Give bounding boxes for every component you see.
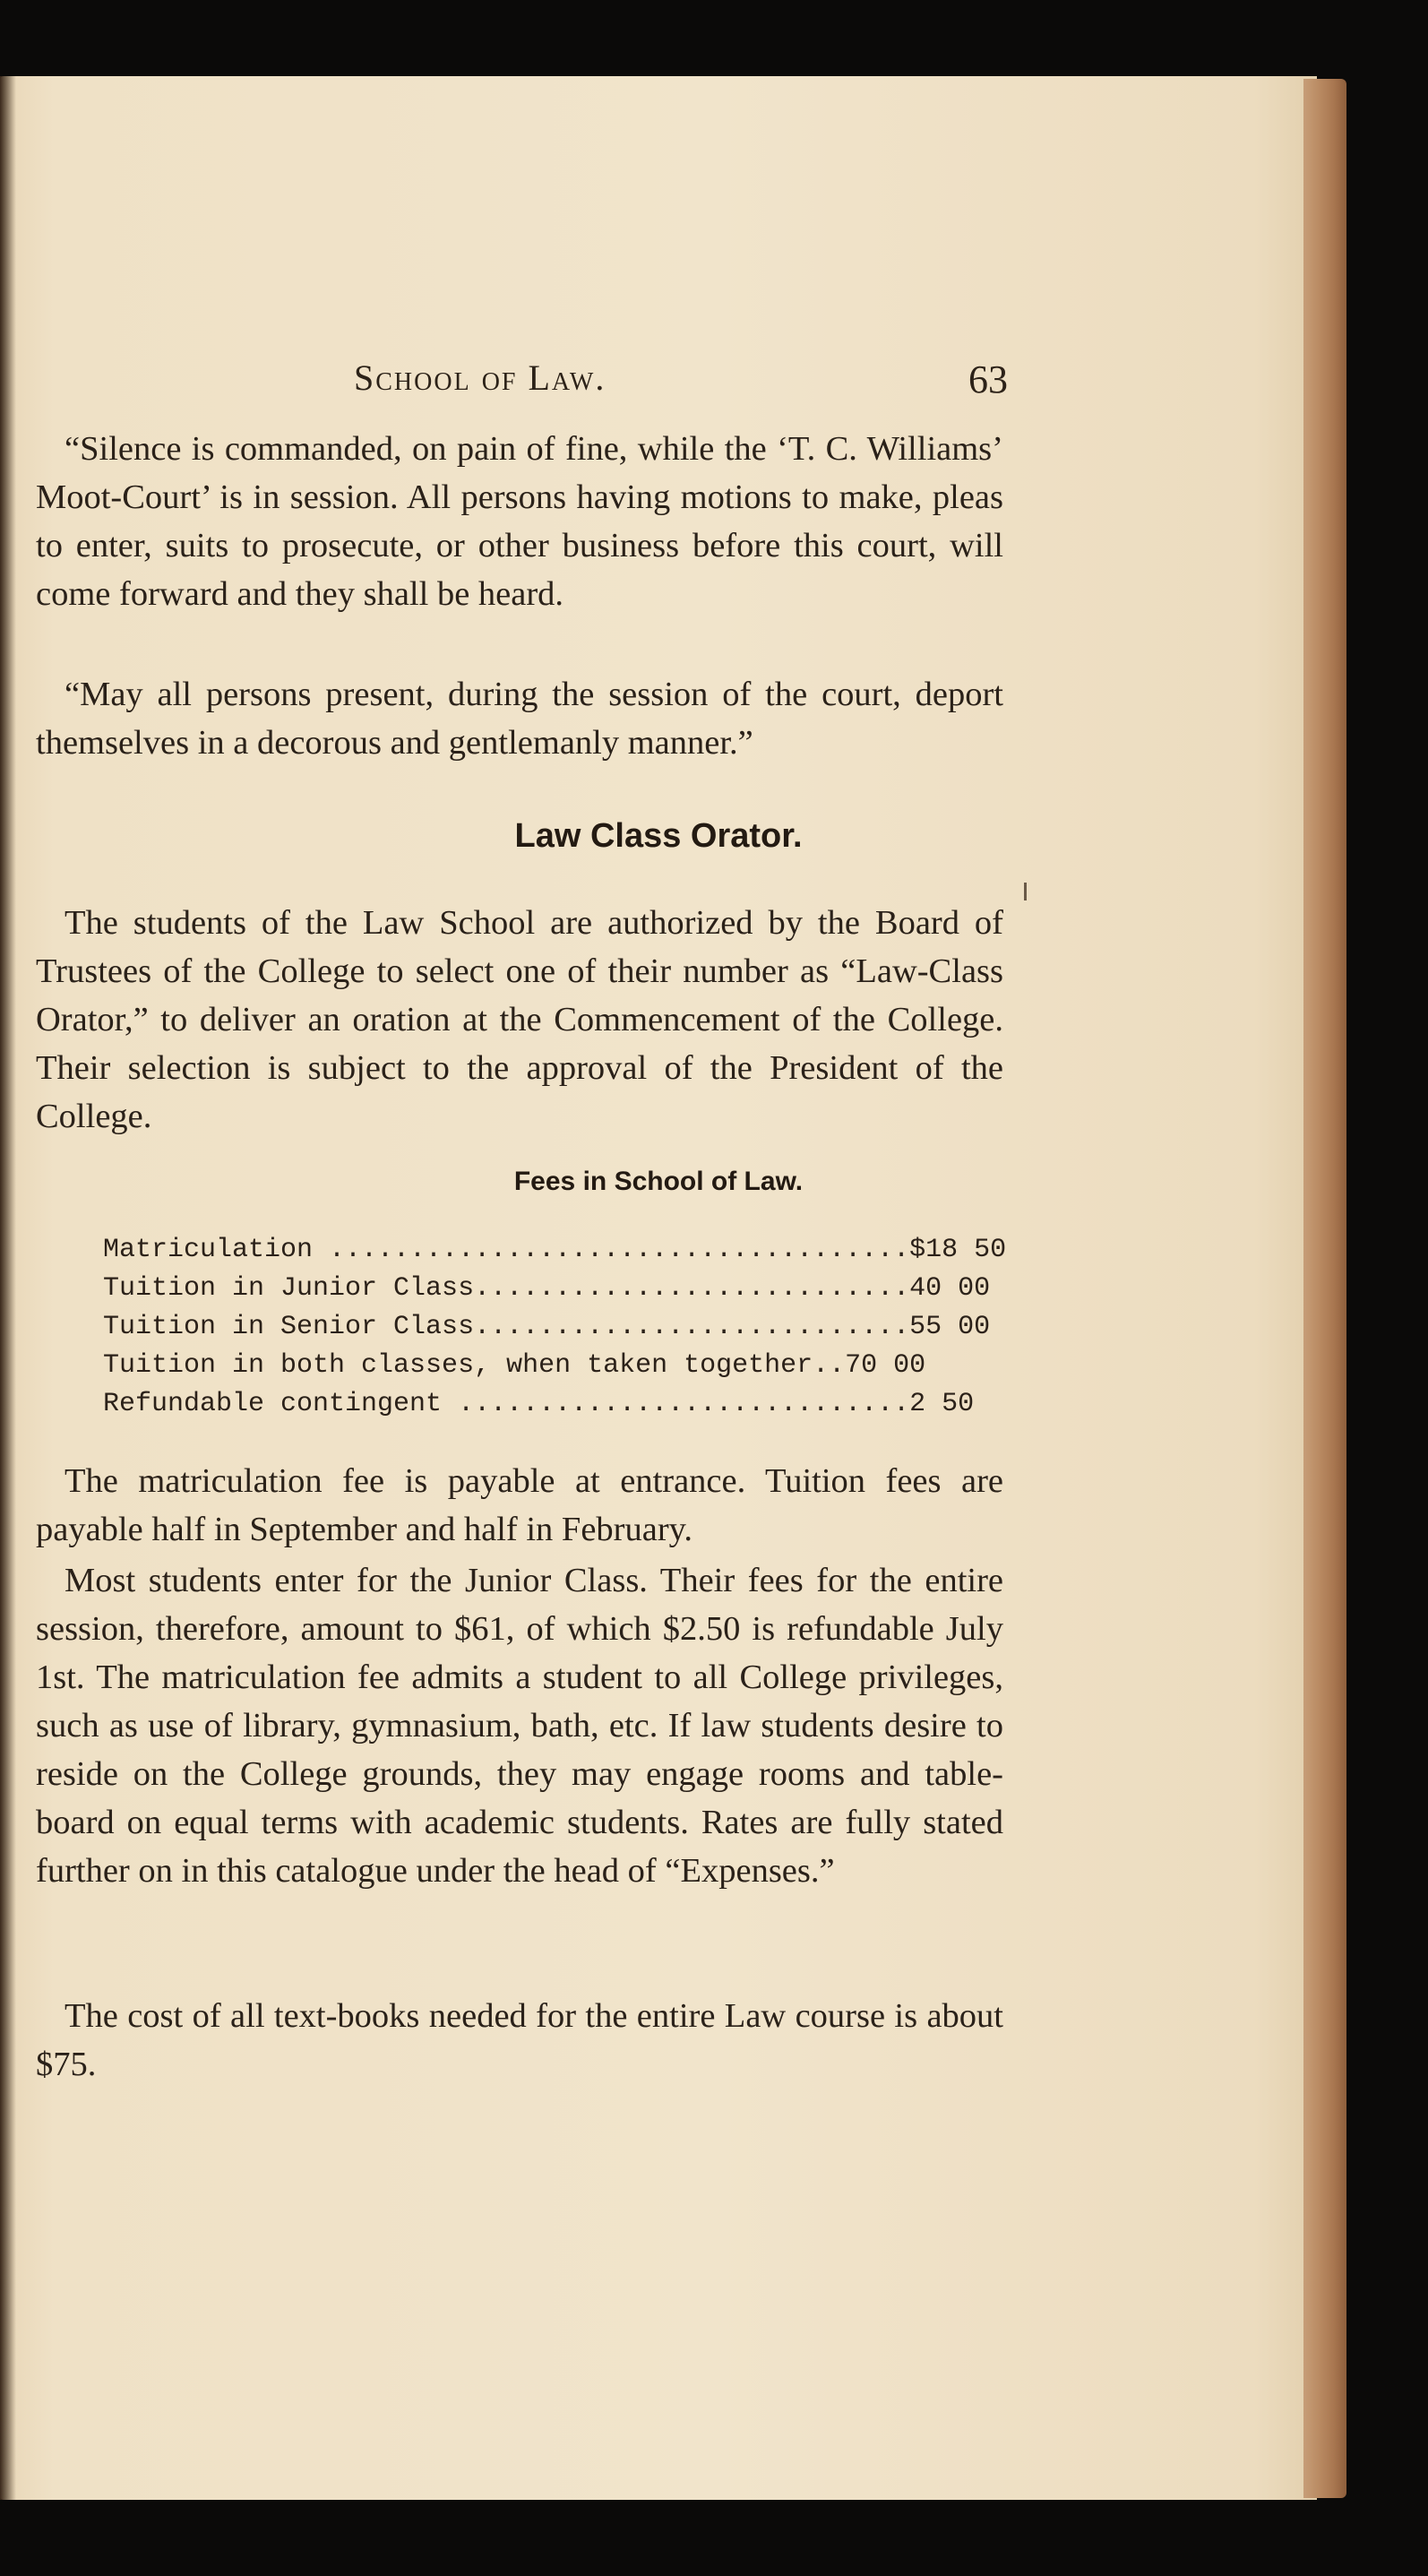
heading-fees: Fees in School of Law.: [513, 1167, 804, 1196]
fee-amount: 70 00: [845, 1350, 926, 1381]
paragraph-matriculation-fee: The matriculation fee is payable at entrance. Tuition fees are payable half in September and half in February.: [36, 1462, 1003, 1548]
fees-table: [103, 1231, 1007, 1424]
stray-mark: [1024, 883, 1027, 900]
fee-item: Tuition in Senior Class...........................: [103, 1312, 910, 1342]
fee-row: [103, 1308, 991, 1347]
page-number: 63: [968, 358, 1008, 401]
heading-law-class-orator: Law Class Orator.: [514, 817, 803, 855]
paragraph-moot-court-proclamation: “Silence is commanded, on pain of fine, while the ‘T. C. Williams’ Moot-Court’ is in session. All persons having motions to make, pleas to enter, suits to prosecute, or other business before this court, will come forward and they shall be heard.: [36, 430, 1003, 613]
fee-amount: 55 00: [909, 1312, 991, 1342]
paragraph-junior-class-fees: Most students enter for the Junior Class. Their fees for the entire session, therefore, amount to $61, of which $2.50 is refundable July 1st. The matriculation fee admits a student to all College privileges, such as use of library, gymnasium, bath, etc. If law students desire to reside on the College grounds, they may engage rooms and table-board on equal terms with academic students. Rates are fully stated further on in this catalogue under the head of “Expenses.”: [36, 1562, 1003, 1890]
running-head: [354, 357, 1008, 410]
fee-row: [103, 1231, 1007, 1270]
paragraph-law-class-orator: The students of the Law School are authorized by the Board of Trustees of the College to select one of their number as “Law-Class Orator,” to deliver an oration at the Commencement of the College. Their selection is subject to the approval of the President of the College.: [36, 904, 1003, 1135]
gutter-shadow: [0, 76, 16, 2500]
fee-amount: 40 00: [909, 1273, 991, 1304]
fee-amount: 2 50: [909, 1389, 975, 1419]
fee-item: Matriculation ....................................: [103, 1235, 910, 1265]
fee-row: [103, 1347, 926, 1385]
fee-row: [103, 1385, 975, 1424]
paragraph-text-books-cost: The cost of all text-books needed for the entire Law course is about $75.: [36, 1997, 1003, 2083]
fee-item: Refundable contingent ............................: [103, 1389, 910, 1419]
page-edge: [1303, 79, 1346, 2498]
fee-row: [103, 1270, 991, 1308]
fee-amount: $18 50: [909, 1235, 1007, 1265]
paragraph-deportment: “May all persons present, during the session of the court, deport themselves in a decorous and gentlemanly manner.”: [36, 676, 1003, 762]
fee-item: Tuition in Junior Class...........................: [103, 1273, 910, 1304]
fee-item: Tuition in both classes, when taken together..: [103, 1350, 846, 1381]
running-title: School of Law.: [354, 358, 606, 398]
